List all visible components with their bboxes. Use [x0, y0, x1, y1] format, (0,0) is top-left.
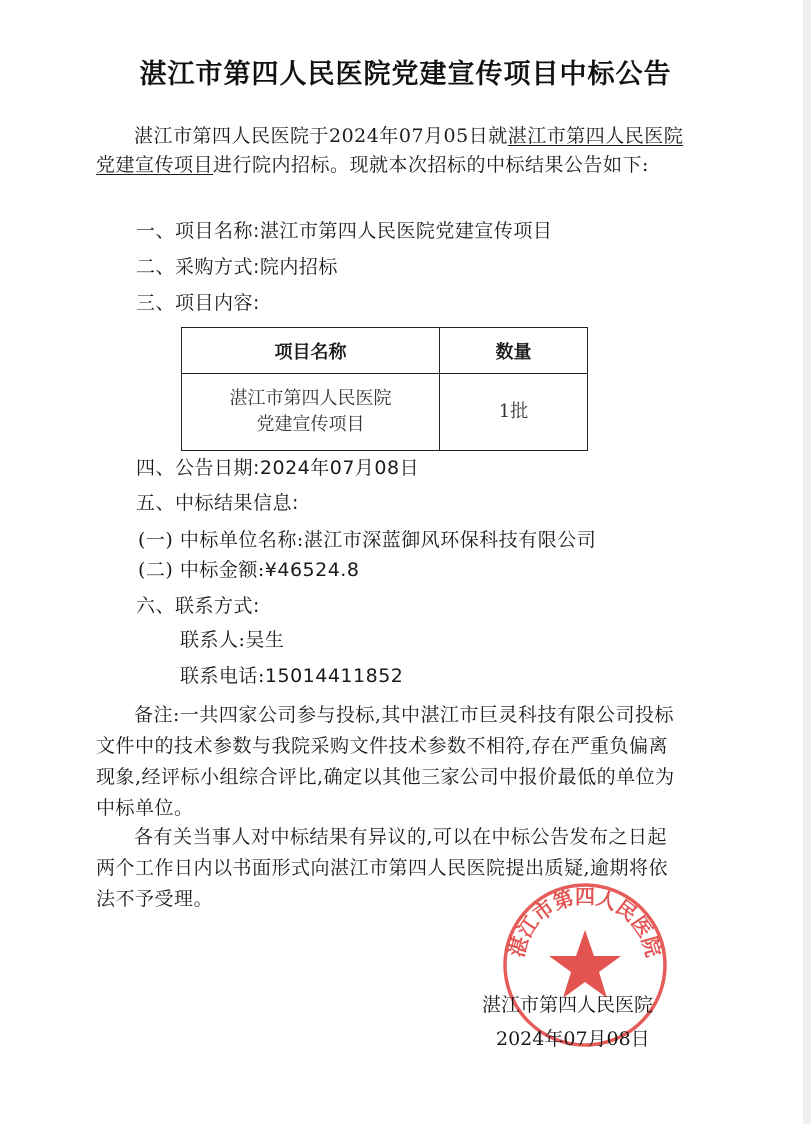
contact-phone: 15014411852 [264, 665, 404, 687]
seal-text-path: 湛江市第四人民医院 [504, 884, 666, 960]
item1-value: 湛江市第四人民医院党建宣传项目 [259, 220, 553, 242]
item-project-name [136, 218, 552, 244]
contact-person: 联系人:吴生 [180, 629, 285, 651]
intro-paragraph [96, 122, 686, 180]
table-header-quantity: 数量 [440, 328, 588, 374]
document-title: 湛江市第四人民医院党建宣传项目中标公告 [139, 59, 672, 90]
winner-label: (一) 中标单位名称: [138, 529, 304, 551]
objection-paragraph: 各有关当事人对中标结果有异议的,可以在中标公告发布之日起两个工作日内以书面形式向湛江市第四人民医院提出质疑,逾期将依法不予受理。 [96, 826, 669, 910]
signature-org: 湛江市第四人民医院 [482, 994, 654, 1016]
winner-value: 湛江市深蓝御风环保科技有限公司 [303, 529, 597, 551]
item2-label: 二、采购方式: [136, 256, 260, 278]
item-announcement-date [136, 455, 419, 481]
contact-phone-line [180, 663, 403, 689]
table-row [182, 374, 588, 451]
item2-value: 院内招标 [259, 256, 338, 278]
table-cell-name-line2: 党建宣传项目 [256, 414, 365, 435]
item4-value: 2024年07月08日 [259, 457, 420, 479]
amount-label: (二) 中标金额: [138, 559, 265, 581]
note-paragraph: 备注:一共四家公司参与投标,其中湛江市巨灵科技有限公司投标文件中的技术参数与我院采购文件技术参数不相符,存在严重负偏离现象,经评标小组综合评比,确定以其他三家公司中报价最低的单位为中标单位。 [96, 704, 675, 819]
winner-line [138, 527, 596, 553]
item4-label: 四、公告日期: [136, 457, 260, 479]
intro-text-end: 进行院内招标。现就本次招标的中标结果公告如下: [213, 154, 649, 176]
seal-star-icon [549, 930, 621, 998]
item-procurement-method [136, 254, 338, 280]
table-header-name: 项目名称 [182, 328, 440, 374]
amount-value: ¥46524.8 [264, 559, 360, 581]
project-name-underlined: 湛江市第四人民医院党建宣传项目 [96, 125, 684, 176]
table-cell-quantity: 1批 [440, 374, 588, 451]
table-header-row [182, 328, 588, 374]
item-result-info [136, 490, 299, 516]
item-project-content [136, 290, 260, 316]
amount-line [138, 557, 359, 583]
table-cell-name-line1: 湛江市第四人民医院 [229, 388, 392, 409]
contact-phone-label: 联系电话: [180, 665, 265, 687]
item1-label: 一、项目名称: [136, 220, 260, 242]
scan-edge [803, 0, 811, 1124]
item3-label: 三、项目内容: [136, 292, 260, 314]
item5-label: 五、中标结果信息: [136, 492, 299, 514]
project-content-table [181, 327, 588, 451]
item-contact [136, 593, 260, 619]
signature-date: 2024年07月08日 [496, 1028, 650, 1050]
item6-label: 六、联系方式: [136, 595, 260, 617]
intro-text: 湛江市第四人民医院于2024年07月05日就 [134, 125, 508, 147]
table-cell-name [182, 374, 440, 451]
